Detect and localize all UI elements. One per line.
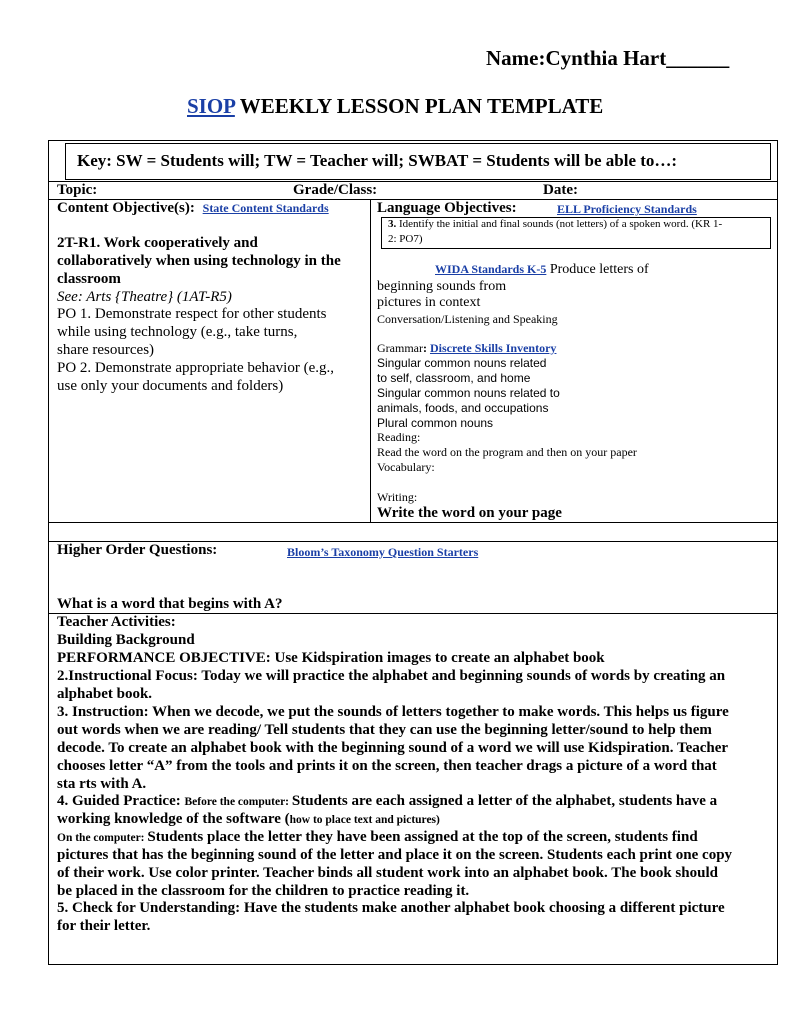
content-line: See: Arts {Theatre} (1AT-R5)	[57, 289, 232, 305]
guided-text: Students are each assigned a letter of the alphabet, students have a	[291, 793, 718, 809]
reading-text: Read the word on the program and then on your paper	[377, 445, 637, 459]
activity-line: Building Background	[57, 632, 195, 648]
siop-link[interactable]: SIOP	[187, 94, 235, 118]
table-left-border	[48, 140, 49, 965]
content-line: classroom	[57, 271, 121, 287]
title-text: WEEKLY LESSON PLAN TEMPLATE	[234, 94, 604, 118]
grammar-item: Singular common nouns related to	[377, 386, 560, 400]
activity-line: alphabet book.	[57, 686, 153, 702]
date-label: Date:	[543, 182, 578, 198]
table-top-border	[48, 140, 778, 141]
ell-proficiency-link[interactable]: ELL Proficiency Standards	[557, 202, 697, 216]
activity-line: for their letter.	[57, 918, 151, 934]
content-line: while using technology (e.g., take turns,	[57, 324, 298, 340]
standard-line-2: 2: PO7)	[388, 233, 423, 245]
activity-line: sta rts with A.	[57, 776, 147, 792]
name-label: Name:	[486, 46, 546, 70]
activity-line: 3. Instruction: When we decode, we put the sounds of letters together to make words. This helps us figure	[57, 704, 729, 720]
content-objectives-label: Content Objective(s):	[57, 200, 195, 216]
column-divider	[370, 199, 371, 522]
wida-text: Produce letters of	[546, 262, 649, 277]
content-line: share resources)	[57, 342, 155, 358]
reading-label: Reading:	[377, 430, 421, 444]
name-line	[486, 46, 729, 71]
table-right-border	[777, 140, 778, 965]
wida-line	[435, 262, 649, 278]
blooms-taxonomy-link[interactable]: Bloom’s Taxonomy Question Starters	[287, 545, 479, 559]
name-value: Cynthia Hart______	[545, 46, 730, 70]
activity-line: chooses letter “A” from the tools and prints it on the screen, then teacher drags a picture of a word that	[57, 758, 717, 774]
grammar-item: to self, classroom, and home	[377, 371, 531, 385]
content-line: PO 1. Demonstrate respect for other students	[57, 306, 327, 322]
grammar-item: Plural common nouns	[377, 416, 494, 430]
language-objectives-label: Language Objectives:	[377, 200, 517, 216]
table-bottom-border	[48, 964, 778, 965]
activity-line: PERFORMANCE OBJECTIVE: Use Kidspiration images to create an alphabet book	[57, 650, 605, 666]
row-divider-3	[48, 522, 778, 523]
grammar-colon: :	[422, 341, 427, 355]
writing-text: Write the word on your page	[377, 505, 562, 521]
guided-text-2: working knowledge of the software (	[57, 811, 290, 827]
on-computer-line	[57, 829, 698, 846]
guided-before: Before the computer:	[184, 796, 292, 808]
content-line: 2T-R1. Work cooperatively and	[57, 235, 258, 251]
content-line: collaboratively when using technology in the	[57, 253, 341, 269]
activity-line: out words when we are reading/ Tell students that they can use the beginning letter/sound to help them	[57, 722, 712, 738]
hoq-label: Higher Order Questions:	[57, 542, 218, 558]
grammar-line	[377, 341, 556, 356]
standard-number: 3.	[388, 218, 397, 230]
activity-line: decode. To create an alphabet book with the beginning sound of a word we will use Kidspiration. Teacher	[57, 740, 729, 756]
activity-line: pictures that has the beginning sound of the letter and place it on the screen. Students each print one copy	[57, 847, 733, 863]
grammar-label: Grammar	[377, 341, 423, 355]
guided-practice-line-2	[57, 811, 440, 828]
content-line: use only your documents and folders)	[57, 378, 284, 394]
wida-line-b: pictures in context	[377, 295, 481, 310]
wida-line-a: beginning sounds from	[377, 279, 507, 294]
conversation-line: Conversation/Listening and Speaking	[377, 312, 558, 326]
page-title	[187, 94, 603, 119]
key-line: Key: SW = Students will; TW = Teacher will; SWBAT = Students will be able to…:	[77, 151, 678, 170]
grammar-item: animals, foods, and occupations	[377, 401, 549, 415]
guided-practice-line	[57, 793, 717, 810]
activity-line: 2.Instructional Focus: Today we will practice the alphabet and beginning sounds of words by creating an	[57, 668, 726, 684]
guided-label: 4. Guided Practice:	[57, 793, 185, 809]
activity-line: Teacher Activities:	[57, 614, 176, 630]
activity-line: 5. Check for Understanding: Have the students make another alphabet book choosing a different picture	[57, 900, 725, 916]
activity-line: be placed in the classroom for the children to practice reading it.	[57, 883, 470, 899]
vocabulary-label: Vocabulary:	[377, 460, 435, 474]
content-line: PO 2. Demonstrate appropriate behavior (e.g.,	[57, 360, 334, 376]
standard-text: Identify the initial and final sounds (not letters) of a spoken word. (KR 1-	[396, 218, 723, 230]
wida-standards-link[interactable]: WIDA Standards K-5	[435, 262, 547, 276]
row-divider-1	[48, 181, 778, 182]
standard-line-1	[388, 218, 722, 230]
content-objectives-heading	[57, 200, 329, 217]
topic-label: Topic:	[57, 182, 98, 198]
grammar-item: Singular common nouns related	[377, 356, 547, 370]
activity-line: of their work. Use color printer. Teacher binds all student work into an alphabet book. The book should	[57, 865, 718, 881]
state-content-standards-link[interactable]: State Content Standards	[202, 201, 329, 215]
hoq-question: What is a word that begins with A?	[57, 596, 283, 612]
on-computer-label: On the computer:	[57, 832, 148, 844]
writing-label: Writing:	[377, 490, 418, 504]
on-computer-text: Students place the letter they have been assigned at the top of the screen, students find	[147, 829, 698, 845]
discrete-skills-link[interactable]: Discrete Skills Inventory	[429, 341, 557, 355]
grade-label: Grade/Class:	[293, 182, 378, 198]
guided-small-2: how to place text and pictures)	[289, 814, 440, 826]
